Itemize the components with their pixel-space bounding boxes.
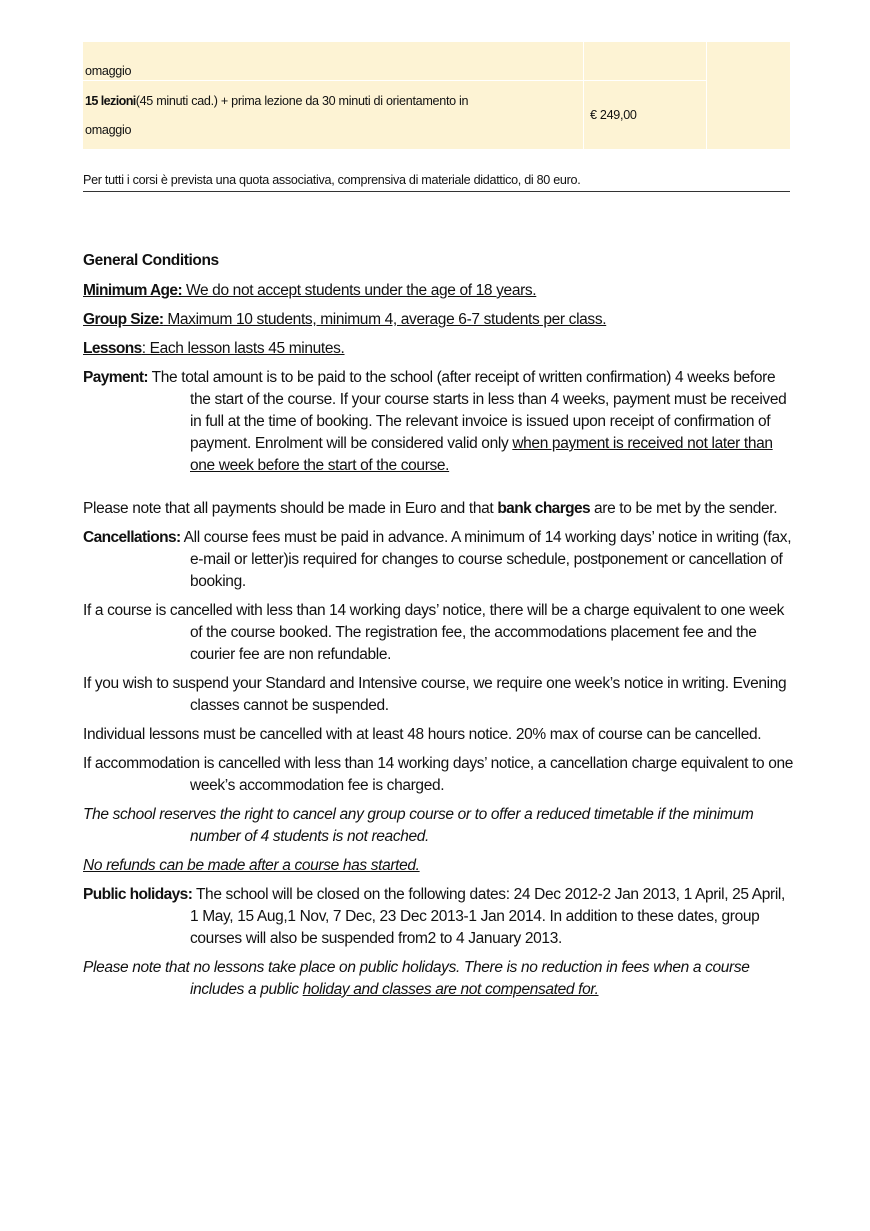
- reserve-right-clause: The school reserves the right to cancel any group course or to offer a reduced timetable if the minimum number of 4 students is not reached.: [83, 806, 754, 845]
- lesson-count: 15 lezioni: [85, 93, 136, 108]
- cancellations-clause: Cancellations: All course fees must be paid in advance. A minimum of 14 working days’ notice in writing (fax, e-mail or letter)is required for changes to course schedule, postponement or cancellation of booking.: [83, 529, 792, 590]
- table-row: [83, 81, 790, 150]
- table-cell-price: [584, 81, 707, 150]
- table-row: [83, 42, 790, 81]
- table-cell-empty: [707, 42, 790, 150]
- holiday-note: Please note that no lessons take place on public holidays. There is no reduction in fees when a course includes a public holiday and classes are not compensated for.: [83, 959, 750, 998]
- course-cancel-clause: If a course is cancelled with less than 14 working days’ notice, there will be a charge equivalent to one week of the course booked. The registration fee, the accommodations placement fee and the courier fee are non refundable.: [83, 602, 785, 663]
- table-note: Per tutti i corsi è prevista una quota associativa, comprensiva di materiale didattico, di 80 euro.: [83, 173, 790, 192]
- euro-payment-note: Please note that all payments should be made in Euro and that bank charges are to be met by the sender.: [83, 500, 778, 517]
- group-size-clause: Group Size: Maximum 10 students, minimum 4, average 6-7 students per class.: [83, 311, 607, 328]
- price-value: € 249,00: [590, 108, 637, 122]
- minimum-age-clause: Minimum Age: We do not accept students under the age of 18 years.: [83, 282, 537, 299]
- table-cell-description: omaggio: [83, 42, 584, 81]
- table-cell-description: 15 lezioni(45 minuti cad.) + prima lezione da 30 minuti di orientamento in omaggio: [83, 81, 584, 150]
- no-refunds-clause: No refunds can be made after a course has started.: [83, 857, 420, 874]
- individual-lessons-clause: Individual lessons must be cancelled with at least 48 hours notice. 20% max of course can be cancelled.: [83, 726, 762, 743]
- lessons-clause: Lessons: Each lesson lasts 45 minutes.: [83, 340, 345, 357]
- payment-clause: Payment: The total amount is to be paid to the school (after receipt of written confirmation) 4 weeks before the start of the course. If your course starts in less than 4 weeks, payment must be received in full at the time of booking. The relevant invoice is issued upon receipt of confirmation of payment. Enrolment will be considered valid only when payment is received not later than one week before the start of the course.: [83, 369, 787, 474]
- section-heading: General Conditions: [83, 252, 219, 269]
- suspend-clause: If you wish to suspend your Standard and Intensive course, we require one week’s notice in writing. Evening classes cannot be suspended.: [83, 675, 787, 714]
- table-cell-price: [584, 42, 707, 81]
- price-table: [83, 42, 790, 150]
- public-holidays-clause: Public holidays: The school will be closed on the following dates: 24 Dec 2012-2 Jan 2013, 1 April, 25 April, 1 May, 15 Aug,1 Nov, 7 Dec, 23 Dec 2013-1 Jan 2014. In addition to these dates, group courses will also be suspended from2 to 4 January 2013.: [83, 886, 785, 947]
- accommodation-clause: If accommodation is cancelled with less than 14 working days’ notice, a cancellation charge equivalent to one week’s accommodation fee is charged.: [83, 755, 794, 794]
- general-conditions: [83, 252, 795, 1008]
